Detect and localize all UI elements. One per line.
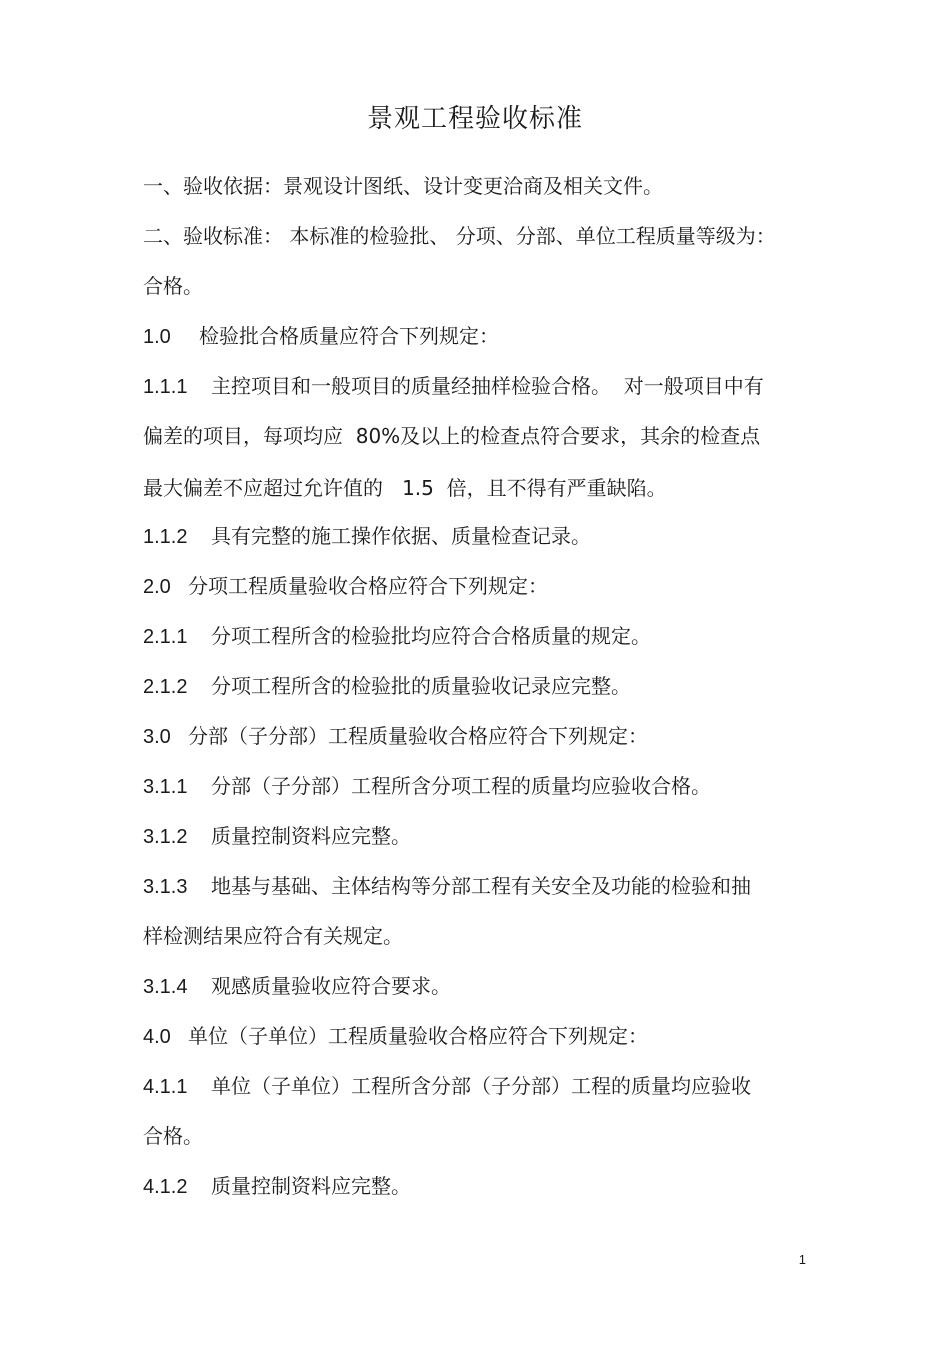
clause-text: 分部（子分部）工程所含分项工程的质量均应验收合格。 bbox=[211, 774, 711, 798]
text-line bbox=[143, 822, 411, 851]
text-line bbox=[143, 1022, 648, 1051]
clause-text: 最大偏差不应超过允许值的 1.5 倍，且不得有严重缺陷。 bbox=[143, 476, 667, 500]
clause-text: 分项工程质量验收合格应符合下列规定： bbox=[188, 574, 548, 598]
clause-number: 1.1.2 bbox=[143, 526, 188, 548]
clause-text: 合格。 bbox=[143, 1124, 203, 1148]
text-line bbox=[143, 322, 499, 351]
text-line bbox=[143, 922, 403, 950]
text-line bbox=[143, 772, 711, 801]
text-line bbox=[143, 222, 776, 250]
clause-text: 单位（子单位）工程质量验收合格应符合下列规定： bbox=[188, 1024, 648, 1048]
clause-text: 质量控制资料应完整。 bbox=[211, 824, 411, 848]
text-line bbox=[143, 722, 648, 751]
clause-text: 分部（子分部）工程质量验收合格应符合下列规定： bbox=[188, 724, 648, 748]
clause-number: 3.0 bbox=[143, 726, 171, 748]
clause-text: 检验批合格质量应符合下列规定： bbox=[199, 324, 499, 348]
clause-text: 地基与基础、主体结构等分部工程有关安全及功能的检验和抽 bbox=[211, 874, 751, 898]
clause-text: 一、验收依据：景观设计图纸、设计变更洽商及相关文件。 bbox=[143, 174, 663, 198]
clause-number: 2.0 bbox=[143, 576, 171, 598]
text-line bbox=[143, 474, 667, 502]
clause-number: 3.1.1 bbox=[143, 776, 188, 798]
clause-text: 分项工程所含的检验批的质量验收记录应完整。 bbox=[211, 674, 631, 698]
clause-text: 分项工程所含的检验批均应符合合格质量的规定。 bbox=[211, 624, 651, 648]
clause-text: 合格。 bbox=[143, 274, 203, 298]
text-line bbox=[143, 1122, 203, 1150]
clause-number: 2.1.1 bbox=[143, 626, 188, 648]
clause-text: 具有完整的施工操作依据、质量检查记录。 bbox=[211, 524, 591, 548]
clause-text: 主控项目和一般项目的质量经抽样检验合格。 对一般项目中有 bbox=[211, 374, 764, 398]
clause-number: 1.1.1 bbox=[143, 376, 188, 398]
text-line bbox=[143, 522, 591, 551]
text-line bbox=[143, 422, 760, 450]
clause-number: 3.1.2 bbox=[143, 826, 188, 848]
text-line bbox=[143, 672, 631, 701]
clause-number: 3.1.3 bbox=[143, 876, 188, 898]
clause-number: 2.1.2 bbox=[143, 676, 188, 698]
text-line bbox=[143, 972, 451, 1001]
text-line bbox=[143, 272, 203, 300]
clause-text: 偏差的项目，每项均应 80%及以上的检查点符合要求，其余的检查点 bbox=[143, 424, 761, 448]
document-title: 景观工程验收标准 bbox=[366, 104, 583, 134]
clause-text: 观感质量验收应符合要求。 bbox=[211, 974, 451, 998]
clause-number: 4.1.1 bbox=[143, 1076, 188, 1098]
clause-text: 二、验收标准： 本标准的检验批、 分项、分部、单位工程质量等级为： bbox=[143, 224, 776, 248]
clause-text: 样检测结果应符合有关规定。 bbox=[143, 924, 403, 948]
text-line bbox=[143, 1072, 751, 1101]
text-line bbox=[143, 172, 663, 200]
page-number: 1 bbox=[798, 1252, 806, 1267]
clause-number: 3.1.4 bbox=[143, 976, 188, 998]
clause-text: 质量控制资料应完整。 bbox=[211, 1174, 411, 1198]
text-line bbox=[143, 622, 651, 651]
clause-number: 4.1.2 bbox=[143, 1176, 188, 1198]
clause-number: 4.0 bbox=[143, 1026, 171, 1048]
text-line bbox=[143, 372, 764, 401]
text-line bbox=[143, 572, 548, 601]
clause-text: 单位（子单位）工程所含分部（子分部）工程的质量均应验收 bbox=[211, 1074, 751, 1098]
text-line bbox=[143, 1172, 411, 1201]
text-line bbox=[143, 872, 751, 901]
clause-number: 1.0 bbox=[143, 326, 171, 348]
